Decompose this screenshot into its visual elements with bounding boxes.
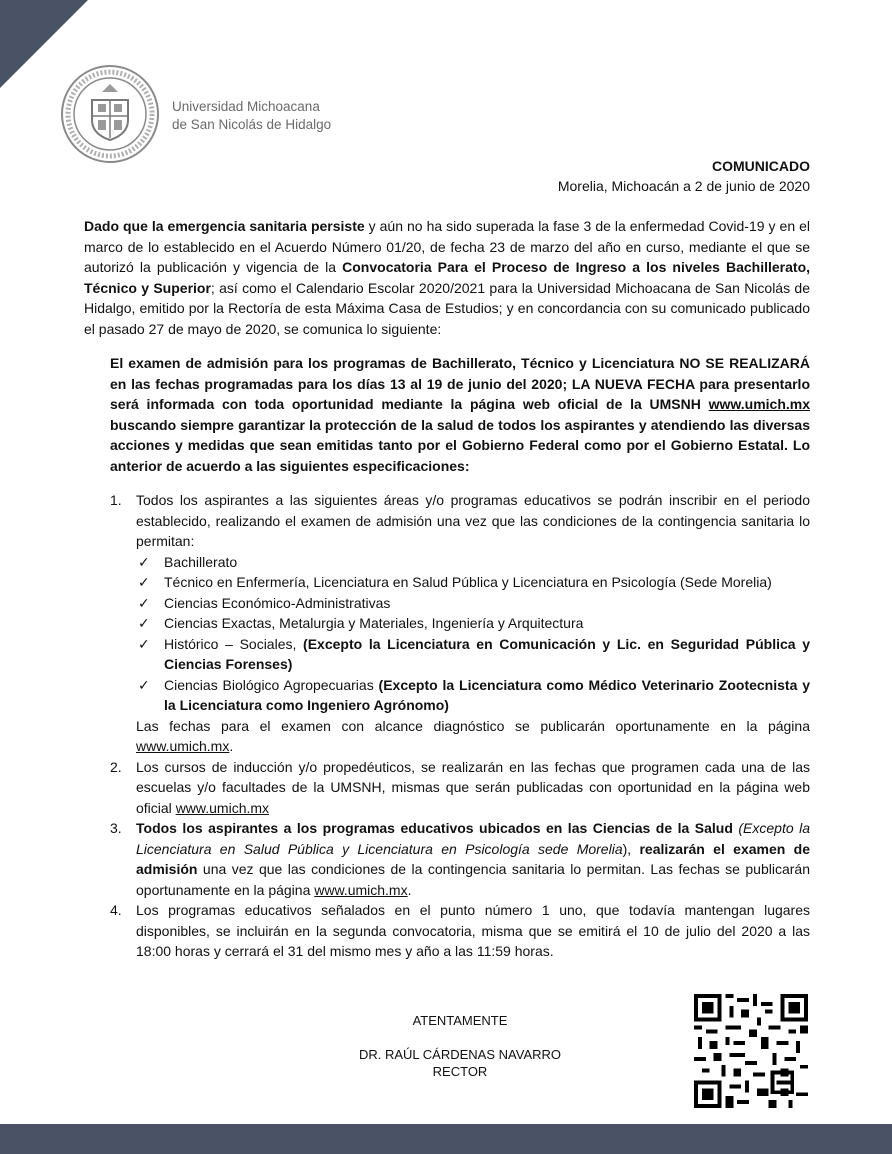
checkmark-icon: ✓ [138,574,150,590]
document-body [84,216,810,962]
notice-text-2: buscando siempre garantizar la protección de la salud de todos los aspirantes y atendiendo las diversas acciones y medidas que sean emitidas tanto por el Gobierno Federal como por el Gobierno Estatal. Lo anterior de acuerdo a las siguientes especificaciones: [110,416,810,474]
spec-number-4: 4. [110,902,122,918]
spec-item-3-link[interactable]: www.umich.mx [314,881,408,898]
signer-name: DR. RAÚL CÁRDENAS NAVARRO [358,1047,561,1062]
footer-bar [0,1124,892,1154]
spec-item-1-after-text: Las fechas para el examen con alcance diagnóstico se publicarán oportunamente en la página [136,717,810,734]
spec-number-2: 2. [110,758,122,775]
area-label: Histórico – Sociales, [164,635,304,652]
closing: ATENTAMENTE [412,1013,508,1028]
period: . [229,738,234,754]
spec-item-2 [84,757,810,819]
qr-code-icon [694,994,808,1108]
signature-block [330,1012,590,1080]
area-label: Ciencias Económico-Administrativas [164,594,391,611]
area-item [136,613,810,634]
areas-list [136,552,810,716]
area-label: Ciencias Biológico Agropecuarias [164,676,379,693]
checkmark-icon: ✓ [138,615,150,631]
spec-item-3 [84,818,810,900]
checkmark-icon: ✓ [138,594,150,611]
spec-item-4-text: Los programas educativos señalados en el punto número 1 uno, que todavía mantengan lugares disponibles, se incluirán en la segunda convocatoria, misma que se emitirá el 10 de julio del 2020 a las 18:00 horas y cerrará el 31 del mismo mes y año a las 11:59 horas. [136,902,810,959]
checkmark-icon: ✓ [138,635,150,652]
spec-item-3-paragraph [136,818,810,900]
area-label: Ciencias Exactas, Metalurgia y Materiales, Ingeniería y Arquitectura [164,615,584,631]
spec-item-2-paragraph [136,757,810,819]
notice-text-1: El examen de admisión para los programas de Bachillerato, Técnico y Licenciatura NO SE REALIZARÁ en las fechas programadas para los días 13 al 19 de junio del 2020; LA NUEVA FECHA para presentarlo será informada con toda oportunidad mediante la página web oficial de la UMSNH [110,355,810,412]
intro-paragraph [84,216,810,339]
notice-paragraph [110,353,810,476]
intro-text-2: ; así como el Calendario Escolar 2020/2021 para la Universidad Michoacana de San Nicolás de Hidalgo, emitido por la Rectoría de esta Máxima Casa de Estudios; y en concordancia con su comunicado publicado el pasado 27 de mayo de 2020, se comunica lo siguiente: [84,279,810,337]
university-name [172,98,331,134]
intro-bold-1: Dado que la emergencia sanitaria persiste [84,218,365,234]
area-item [136,634,810,675]
checkmark-icon: ✓ [138,553,150,570]
university-name-line1: Universidad Michoacana [172,99,320,114]
spec-item-1 [84,490,810,757]
place-date: Morelia, Michoacán a 2 de junio de 2020 [557,178,810,194]
spec-item-4 [84,900,810,962]
area-exception: (Excepto la Licenciatura como Médico Veterinario Zootecnista y la Licenciatura como Ingeniero Agrónomo) [164,676,810,713]
area-item [136,593,810,614]
spec-item-3-text: una vez que las condiciones de la contingencia sanitaria lo permitan. Las fechas se publicarán oportunamente en la página [136,861,810,898]
checkmark-icon: ✓ [138,676,150,693]
spec-item-3-bold-2: realizarán el examen de admisión [136,840,810,877]
signer-role: RECTOR [432,1064,488,1079]
spec-number-1: 1. [110,492,122,508]
university-name-line2: de San Nicolás de Hidalgo [172,117,332,132]
area-item [136,675,810,716]
area-item [136,552,810,573]
comunicado-title: COMUNICADO [712,158,810,174]
spec-item-3-punct: ), [622,840,640,857]
spec-item-3-bold: Todos los aspirantes a los programas educativos ubicados en las Ciencias de la Salud [136,820,733,836]
area-item [136,572,810,593]
spec-number-3: 3. [110,820,122,836]
university-seal-icon [58,62,162,166]
spec-item-1-after [136,716,810,757]
spec-item-3-italic: (Excepto la Licenciatura en Salud Pública y Licenciatura en Psicología sede Morelia [136,820,810,857]
area-label: Técnico en Enfermería, Licenciatura en Salud Pública y Licenciatura en Psicología (Sede Morelia) [164,574,772,590]
spec-item-2-text: Los cursos de inducción y/o propedéuticos, se realizarán en las fechas que programen cada una de las escuelas y/o facultades de la UMSNH, mismas que serán publicadas con oportunidad en la página web oficial [136,758,810,816]
spec-item-1-link[interactable]: www.umich.mx [136,738,230,754]
area-exception: (Excepto la Licenciatura en Comunicación y Lic. en Seguridad Pública y Ciencias Forenses) [164,635,811,672]
intro-bold-2: Convocatoria Para el Proceso de Ingreso a los niveles Bachillerato, Técnico y Superior [84,259,811,296]
notice-link[interactable]: www.umich.mx [708,396,810,412]
spec-item-1-text: Todos los aspirantes a las siguientes áreas y/o programas educativos se podrán inscribir en el periodo establecido, realizando el examen de admisión una vez que las condiciones de la contingencia sanitaria lo permitan: [136,492,810,549]
intro-text-1: y aún no ha sido superada la fase 3 de la enfermedad Covid-19 y en el marco de lo establecido en el Acuerdo Número 01/20, de fecha 23 de marzo del año en curso, mediante el que se autorizó la publicación y vigencia de la [84,218,810,275]
area-label: Bachillerato [164,553,238,570]
period: . [407,881,412,898]
spec-item-2-link[interactable]: www.umich.mx [175,799,270,816]
comunicado-header [558,156,810,196]
specifications-list [84,490,810,962]
